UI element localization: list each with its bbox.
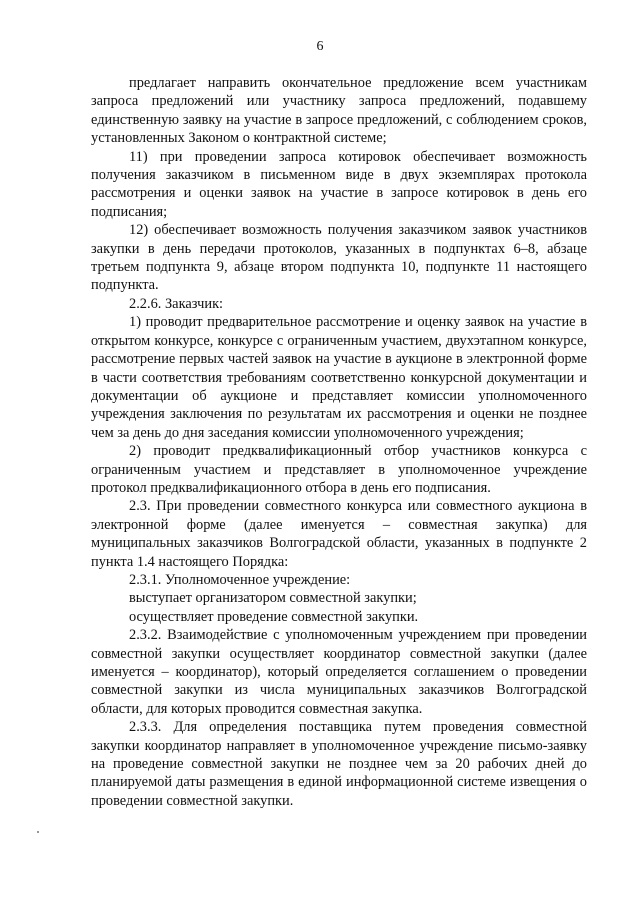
paragraph-customer-item-1: 1) проводит предварительное рассмотрение и оценку заявок на участие в открытом конкурсе, конкурсе с ограниченным участием, двухэтапном конкурсе, рассмотрение первых частей заявок на участие в аукционе в электронной форме в части соответствия требованиям соответственно конкурсной документации и документации об аукционе и представляет комиссии уполномоченного учреждения заключения по результатам их рассмотрения и оценки не позднее чем за день до дня заседания комиссии уполномоченного учреждения; <box>91 314 587 441</box>
page-number: 6 <box>316 39 324 54</box>
paragraph-item-12: 12) обеспечивает возможность получения заказчиком заявок участников закупки в день передачи протоколов, указанных в подпунктах 6–8, абзаце третьем подпункта 9, абзаце втором подпункта 10, подпункте 11 настоящего подпункта. <box>91 222 587 294</box>
section-heading-2-3-1: 2.3.1. Уполномоченное учреждение: <box>129 571 351 588</box>
section-2-3-2: 2.3.2. Взаимодействие с уполномоченным учреждением при проведении совместной закупки осуществляет координатор совместной закупки (далее именуется – координатор), который определяется соглашением о проведении совместной закупки из числа муниципальных заказчиков Волгоградской области, для которых проводится совместная закупка. <box>91 627 587 717</box>
paragraph-conducts: осуществляет проведение совместной закупки. <box>129 608 419 625</box>
paragraph-customer-item-2: 2) проводит предквалификационный отбор участников конкурса с ограниченным участием и представляет в уполномоченное учреждение протокол предквалификационного отбора в день его подписания. <box>91 443 587 496</box>
document-body <box>91 74 587 810</box>
paragraph-organizer: выступает организатором совместной закупки; <box>129 590 417 607</box>
paragraph-item-11: 11) при проведении запроса котировок обеспечивает возможность получения заказчиком в письменном виде в двух экземплярах протокола рассмотрения и оценки заявок на участие в запросе котировок в день его подписания; <box>91 148 587 220</box>
section-2-3-3: 2.3.3. Для определения поставщика путем проведения совместной закупки координатор направляет в уполномоченное учреждение письмо-заявку на проведение совместной закупки не позднее чем за 20 рабочих дней до планируемой даты размещения в единой информационной системе извещения о проведении совместной закупки. <box>91 719 587 809</box>
scan-speck <box>37 831 39 833</box>
section-2-3: 2.3. При проведении совместного конкурса или совместного аукциона в электронной форме (далее именуется – совместная закупка) для муниципальных заказчиков Волгоградской области, указанных в подпункте 2 пункта 1.4 настоящего Порядка: <box>91 498 587 570</box>
paragraph-continuation: предлагает направить окончательное предложение всем участникам запроса предложений или участнику запроса предложений, подавшему единственную заявку на участие в запросе предложений, с соблюдением сроков, установленных Законом о контрактной системе; <box>91 75 587 147</box>
section-heading-2-2-6: 2.2.6. Заказчик: <box>129 295 224 312</box>
